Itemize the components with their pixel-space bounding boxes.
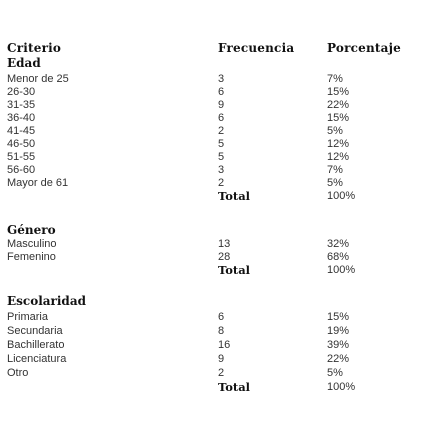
row-label: 41-45	[7, 125, 36, 137]
row-label: 36-40	[7, 112, 36, 124]
section-title-genero: Género	[7, 223, 56, 237]
row-freq: 5	[218, 151, 225, 163]
total-pct-escolaridad: 100%	[327, 381, 356, 393]
row-pct: 19%	[327, 325, 350, 337]
row-label: Femenino	[7, 251, 56, 263]
row-freq: 6	[218, 86, 225, 98]
row-label: Mayor de 61	[7, 177, 69, 189]
row-label: Bachillerato	[7, 339, 65, 351]
row-freq: 5	[218, 138, 225, 150]
row-freq: 8	[218, 325, 225, 337]
section-title-edad: Edad	[7, 56, 41, 70]
row-label: Primaria	[7, 311, 48, 323]
row-pct: 5%	[327, 177, 343, 189]
row-freq: 3	[218, 73, 225, 85]
row-label: Masculino	[7, 238, 57, 250]
header-criterio: Criterio	[7, 41, 62, 55]
total-pct-genero: 100%	[327, 264, 356, 276]
row-pct: 15%	[327, 86, 350, 98]
row-pct: 15%	[327, 112, 350, 124]
total-label-edad: Total	[218, 189, 251, 203]
header-frecuencia: Frecuencia	[218, 41, 295, 55]
row-label: 51-55	[7, 151, 36, 163]
row-freq: 3	[218, 164, 225, 176]
header-porcentaje: Porcentaje	[327, 41, 401, 55]
row-pct: 68%	[327, 251, 350, 263]
row-pct: 15%	[327, 311, 350, 323]
row-freq: 16	[218, 339, 231, 351]
total-label-genero: Total	[218, 263, 251, 277]
total-pct-edad: 100%	[327, 190, 356, 202]
row-label: Menor de 25	[7, 73, 69, 85]
row-pct: 32%	[327, 238, 350, 250]
row-pct: 39%	[327, 339, 350, 351]
row-freq: 6	[218, 311, 225, 323]
row-pct: 5%	[327, 367, 343, 379]
row-pct: 7%	[327, 164, 343, 176]
row-freq: 28	[218, 251, 231, 263]
row-freq: 2	[218, 367, 225, 379]
row-pct: 12%	[327, 151, 350, 163]
row-pct: 22%	[327, 353, 350, 365]
row-label: 46-50	[7, 138, 36, 150]
row-freq: 6	[218, 112, 225, 124]
row-pct: 12%	[327, 138, 350, 150]
row-freq: 2	[218, 177, 225, 189]
row-label: Otro	[7, 367, 29, 379]
row-freq: 9	[218, 353, 225, 365]
row-pct: 7%	[327, 73, 343, 85]
row-freq: 13	[218, 238, 231, 250]
row-label: 26-30	[7, 86, 36, 98]
row-freq: 9	[218, 99, 225, 111]
section-title-escolaridad: Escolaridad	[7, 294, 86, 308]
row-pct: 22%	[327, 99, 350, 111]
row-pct: 5%	[327, 125, 343, 137]
row-label: Secundaria	[7, 325, 63, 337]
row-freq: 2	[218, 125, 225, 137]
total-label-escolaridad: Total	[218, 380, 251, 394]
row-label: 56-60	[7, 164, 36, 176]
row-label: Licenciatura	[7, 353, 67, 365]
row-label: 31-35	[7, 99, 36, 111]
